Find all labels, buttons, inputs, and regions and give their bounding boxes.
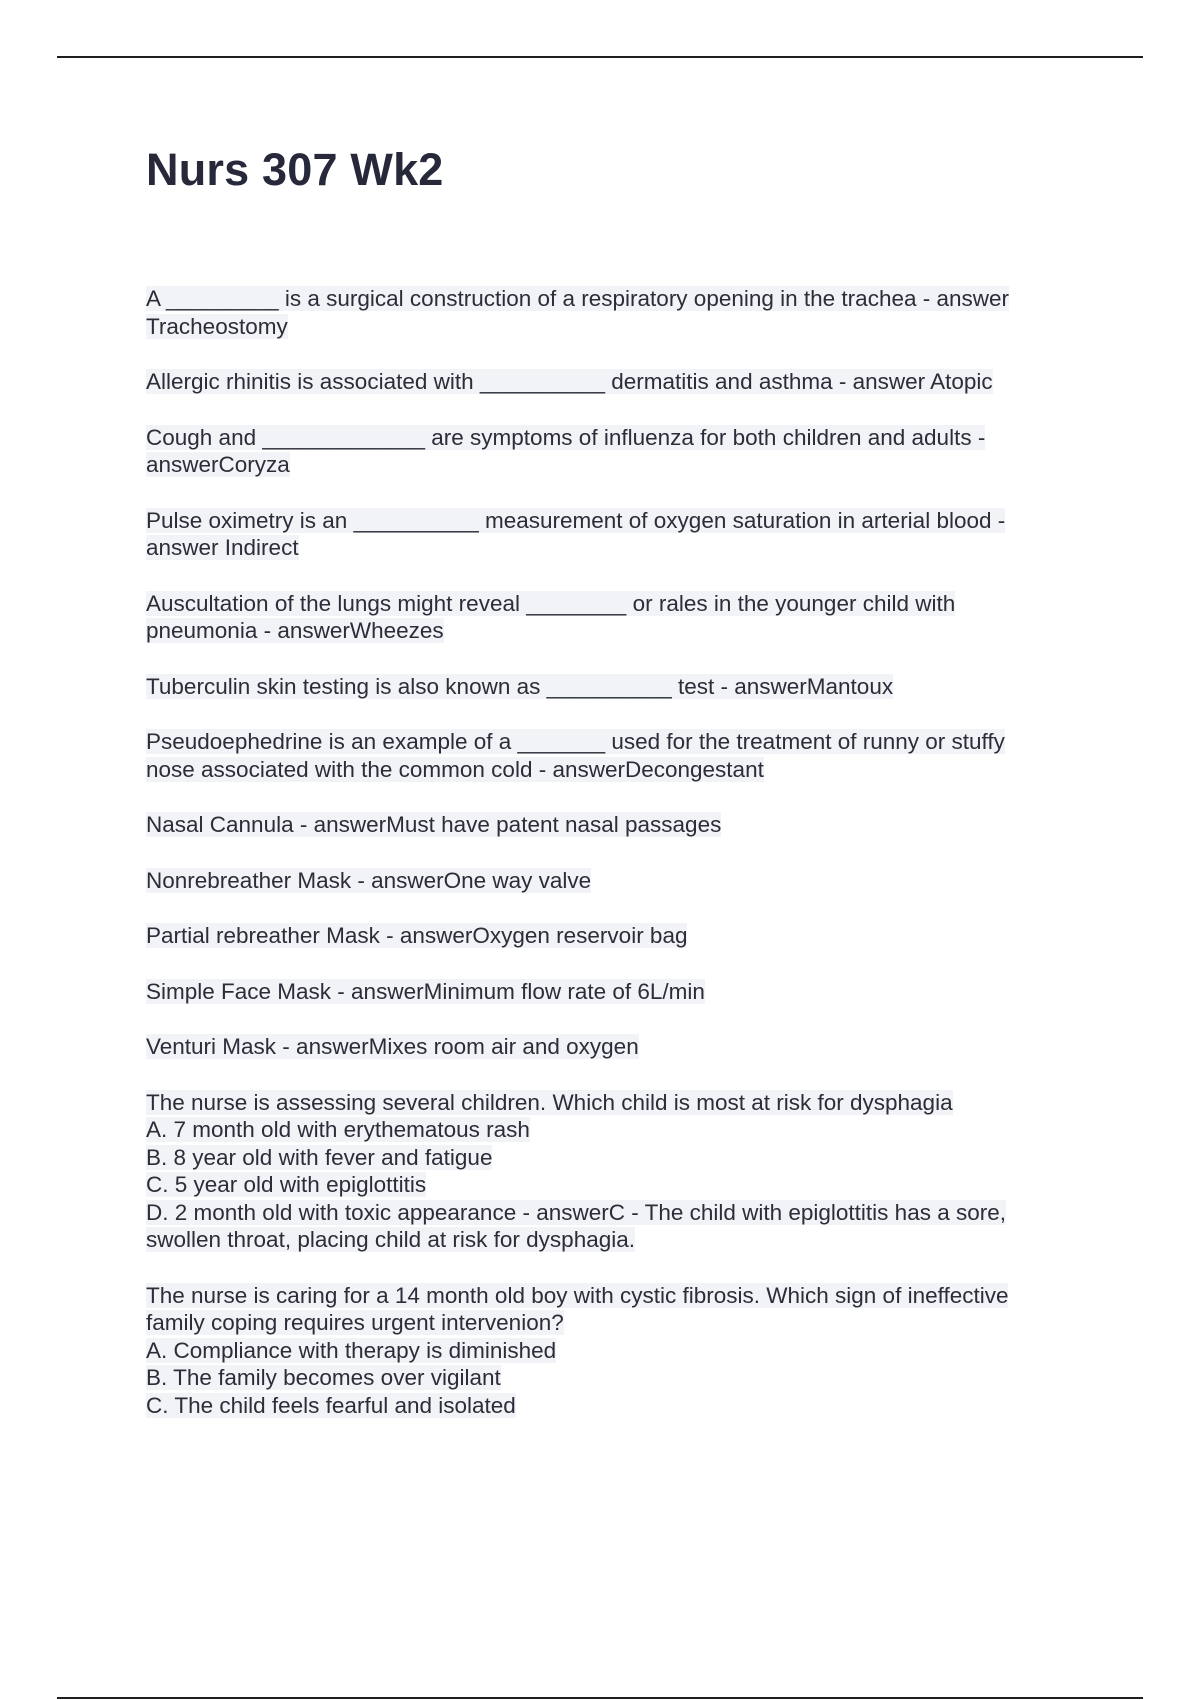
- top-divider: [57, 56, 1143, 58]
- qa-line: C. 5 year old with epiglottitis: [146, 1172, 427, 1197]
- qa-line: Tuberculin skin testing is also known as __________ test - answerMantoux: [146, 673, 894, 699]
- qa-line: nose associated with the common cold - answerDecongestant: [146, 756, 764, 782]
- qa-line: Venturi Mask - answerMixes room air and oxygen: [146, 1034, 639, 1059]
- qa-line: The nurse is assessing several children. Which child is most at risk for dysphagia: [146, 1089, 953, 1115]
- qa-item: [146, 922, 1086, 950]
- qa-item: [146, 424, 1086, 479]
- qa-line: pneumonia - answerWheezes: [146, 618, 444, 643]
- qa-line: D. 2 month old with toxic appearance - answerC - The child with epiglottitis has a sore,: [146, 1199, 1006, 1225]
- qa-item: [146, 673, 1086, 701]
- document-title: Nurs 307 Wk2: [146, 144, 444, 195]
- qa-line: Nasal Cannula - answerMust have patent nasal passages: [146, 812, 722, 837]
- qa-line: C. The child feels fearful and isolated: [146, 1392, 516, 1418]
- qa-line: Nonrebreather Mask - answerOne way valve: [146, 867, 592, 893]
- qa-item: [146, 867, 1086, 895]
- qa-line: Simple Face Mask - answerMinimum flow rate of 6L/min: [146, 978, 705, 1004]
- qa-item: [146, 728, 1086, 783]
- qa-line: Partial rebreather Mask - answerOxygen reservoir bag: [146, 923, 688, 948]
- qa-item: [146, 285, 1086, 340]
- qa-line: Auscultation of the lungs might reveal ________ or rales in the younger child with: [146, 590, 956, 616]
- qa-item: [146, 1089, 1086, 1254]
- qa-line: Pulse oximetry is an __________ measurement of oxygen saturation in arterial blood -: [146, 507, 1006, 533]
- qa-line: A _________ is a surgical construction of a respiratory opening in the trachea - answer: [146, 286, 1010, 311]
- qa-line: Cough and _____________ are symptoms of influenza for both children and adults -: [146, 424, 986, 450]
- qa-line: swollen throat, placing child at risk for dysphagia.: [146, 1227, 636, 1252]
- qa-line: The nurse is caring for a 14 month old boy with cystic fibrosis. Which sign of ineffective: [146, 1282, 1009, 1308]
- qa-line: answerCoryza: [146, 452, 290, 477]
- qa-line: B. 8 year old with fever and fatigue: [146, 1144, 493, 1170]
- qa-line: Pseudoephedrine is an example of a _______ used for the treatment of runny or stuffy: [146, 729, 1005, 754]
- qa-line: A. Compliance with therapy is diminished: [146, 1337, 557, 1363]
- qa-item: [146, 507, 1086, 562]
- qa-line: family coping requires urgent intervenion?: [146, 1310, 564, 1335]
- bottom-divider: [57, 1697, 1143, 1699]
- qa-item: [146, 590, 1086, 645]
- qa-line: Tracheostomy: [146, 313, 288, 339]
- qa-line: answer Indirect: [146, 535, 299, 560]
- qa-item: [146, 368, 1086, 396]
- qa-line: B. The family becomes over vigilant: [146, 1365, 501, 1390]
- qa-item: [146, 978, 1086, 1006]
- qa-item: [146, 1033, 1086, 1061]
- qa-line: Allergic rhinitis is associated with __________ dermatitis and asthma - answer Atopic: [146, 369, 993, 394]
- qa-item: [146, 811, 1086, 839]
- qa-line: A. 7 month old with erythematous rash: [146, 1117, 530, 1142]
- qa-item: [146, 1282, 1086, 1420]
- qa-list: [146, 285, 1086, 1447]
